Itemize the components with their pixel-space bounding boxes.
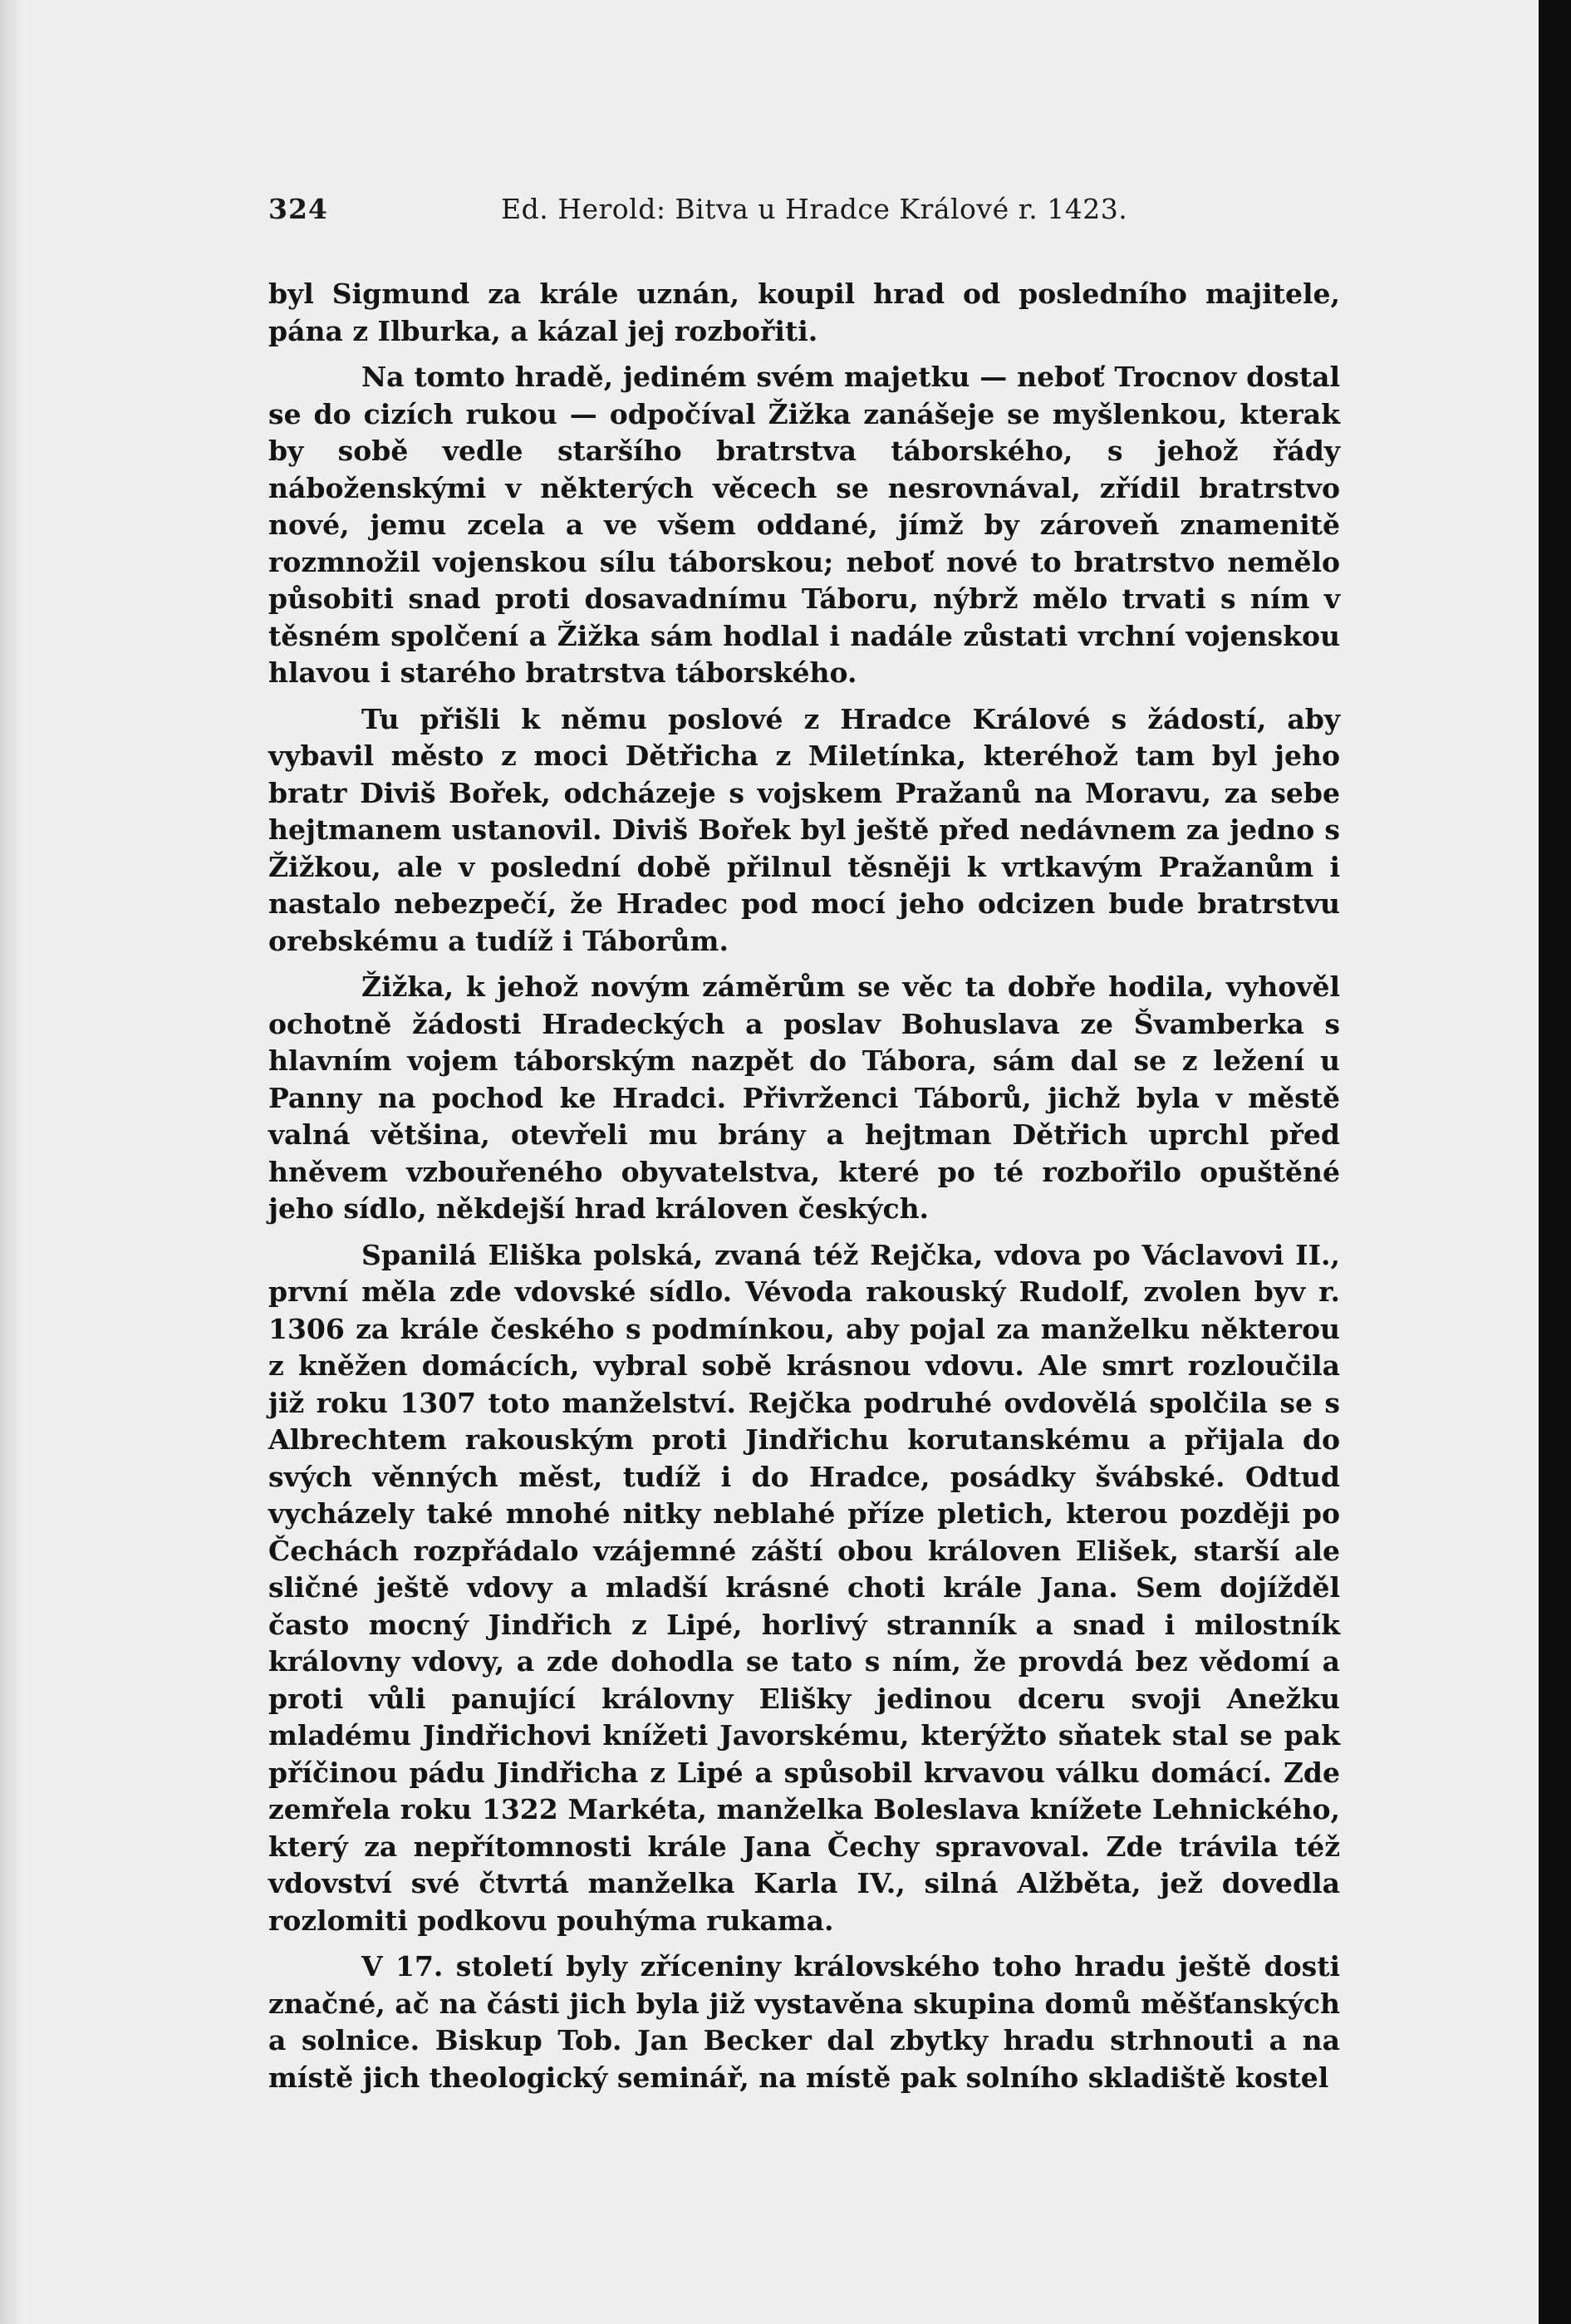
page-header [268,193,1340,229]
page-edge [1539,0,1571,2324]
paragraph: V 17. století byly zříceniny královského toho hradu ještě dosti značné, ač na části jich byla již vystavěna skupina domů měšťanských a solnice. Biskup Tob. Jan Becker dal zbytky hradu strhnouti a na místě jich theologický seminář, na místě pak solního skladiště kostel [268,1950,1340,2094]
paragraph: Tu přišli k němu poslové z Hradce Králové s žádostí, aby vybavil město z moci Dětřicha z Miletínka, kteréhož tam byl jeho bratr Diviš Bořek, odcházeje s vojskem Pražanů na Moravu, za sebe hejtmanem ustanovil. Diviš Bořek byl ještě před nedávnem za jedno s Žižkou, ale v poslední době přilnul těsněji k vrtkavým Pražanům i nastalo nebezpečí, že Hradec pod mocí jeho odcizen bude bratrstvu orebskému a tudíž i Táborům. [268,702,1340,957]
running-title: Ed. Herold: Bitva u Hradce Králové r. 1423. [501,193,1128,225]
page-number: 324 [268,193,328,225]
paragraph: byl Sigmund za krále uznán, koupil hrad od posledního majitele, pána z Ilburka, a kázal jej rozbořiti. [268,278,1340,347]
paragraph: Na tomto hradě, jediném svém majetku — neboť Trocnov dostal se do cizích rukou — odpočíval Žižka zanášeje se myšlenkou, kterak by sobě vedle staršího bratrstva táborského, s jehož řády náboženskými v některých věcech se nesrovnával, zřídil bratrstvo nové, jemu zcela a ve všem oddané, jímž by zároveň znamenitě rozmnožil vojenskou sílu táborskou; neboť nové to bratrstvo nemělo působiti snad proti dosavadnímu Táboru, nýbrž mělo trvati s ním v těsném spolčení a Žižka sám hodlal i nadále zůstati vrchní vojenskou hlavou i starého bratrstva táborského. [268,361,1340,689]
body-text [268,276,1340,2094]
paragraph: Žižka, k jehož novým záměrům se věc ta dobře hodila, vyhověl ochotně žádosti Hradeckých a poslav Bohuslava ze Švamberka s hlavním vojem táborským nazpět do Tábora, sám dal se z ležení u Panny na pochod ke Hradci. Přivrženci Táborů, jichž byla v městě valná většina, otevřeli mu brány a hejtman Dětřich uprchl před hněvem vzbouřeného obyvatelstva, které po té rozbořilo opuštěné jeho sídlo, někdejší hrad královen českých. [268,970,1340,1225]
spine-shadow [0,0,23,2324]
paragraph: Spanilá Eliška polská, zvaná též Rejčka, vdova po Václavovi II., první měla zde vdovské sídlo. Vévoda rakouský Rudolf, zvolen byv r. 1306 za krále českého s podmínkou, aby pojal za manželku některou z kněžen domácích, vybral sobě krásnou vdovu. Ale smrt rozloučila již roku 1307 toto manželství. Rejčka podruhé ovdovělá spolčila se s Albrechtem rakouským proti Jindřichu korutanskému a přijala do svých věnných měst, tudíž i do Hradce, posádky švábské. Odtud vycházely také mnohé nitky neblahé příze pletich, kterou později po Čechách rozpřádalo vzájemné záští obou královen Elišek, starší ale sličné ještě vdovy a mladší krásné choti krále Jana. Sem dojížděl často mocný Jindřich z Lipé, horlivý stranník a snad i milostník královny vdovy, a zde dohodla se tato s ním, že provdá bez vědomí a proti vůli panující královny Elišky jedinou dceru svoji Anežku mladému Jindřichovi knížeti Javorskému, kterýžto sňatek stal se pak příčinou pádu Jindřicha z Lipé a spůsobil krvavou válku domácí. Zde zemřela roku 1322 Markéta, manželka Boleslava knížete Lehnického, který za nepřítomnosti krále Jana Čechy spravoval. Zde trávila též vdovství své čtvrtá manželka Karla IV., silná Alžběta, jež dovedla rozlomiti podkovu pouhýma rukama. [268,1238,1340,1937]
